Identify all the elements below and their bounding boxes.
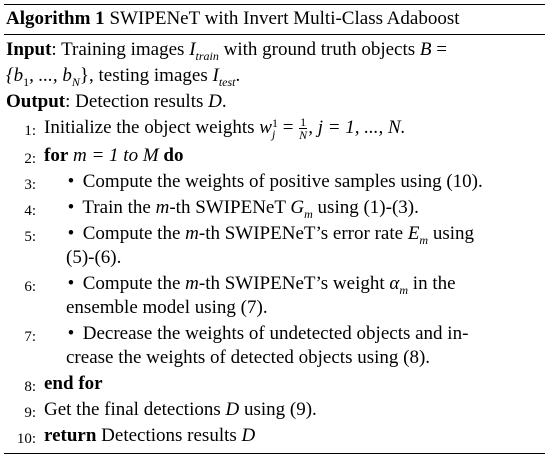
keyword-for: for <box>44 145 69 166</box>
step-text: using (9). <box>239 399 317 420</box>
top-rule <box>4 4 545 5</box>
step-text: , j = 1, ..., N. <box>308 117 406 138</box>
line-number: 7: <box>24 329 36 345</box>
algorithm-title: SWIPENeT with Invert Multi-Class Adaboost <box>109 8 460 29</box>
math-sub: m <box>419 232 429 247</box>
math-var: I <box>212 65 219 86</box>
math-set: , ..., b <box>29 65 72 86</box>
math-var: E <box>407 223 420 244</box>
keyword-end-for: end for <box>44 373 103 394</box>
line-number: 2: <box>24 151 36 167</box>
math-sup: 1 <box>271 115 278 130</box>
math-var: α <box>389 273 400 294</box>
step-text: m = 1 to M <box>68 145 164 166</box>
math-sub: 1 <box>23 74 30 89</box>
line-number: 8: <box>24 379 36 395</box>
step-text: using <box>428 223 475 244</box>
bullet-icon: • <box>67 171 75 192</box>
step-text: Train the <box>82 197 156 218</box>
frac-denominator: N <box>299 128 308 143</box>
math-var: m <box>155 197 170 218</box>
math-sub: test <box>218 74 236 89</box>
input-text: }, testing images <box>79 65 213 86</box>
math-var: B <box>419 39 432 60</box>
math-var: D <box>208 91 222 112</box>
math-var: D <box>241 425 256 446</box>
step-7-continued: crease the weights of detected objects using (8). <box>66 347 431 368</box>
fraction <box>299 116 307 141</box>
step-text: Detections results <box>96 425 242 446</box>
math-var: m <box>185 273 199 294</box>
output-text: : Detection results <box>65 91 209 112</box>
input-line-2 <box>6 64 542 88</box>
step-text: -th SWIPENeT <box>169 197 291 218</box>
bullet-icon: • <box>67 323 75 344</box>
line-number: 3: <box>24 177 36 193</box>
step-text: Compute the <box>82 273 186 294</box>
step-text: Decrease the weights of undetected objects and in- <box>82 323 469 344</box>
step-5-continued: (5)-(6). <box>66 247 122 268</box>
algorithm-caption <box>6 7 460 31</box>
step-text: Compute the weights of positive samples using (10). <box>82 171 483 192</box>
math-eq: = <box>431 39 447 60</box>
math-var: G <box>290 197 305 218</box>
step-8 <box>44 372 103 396</box>
math-set: {b <box>6 65 24 86</box>
output-label: Output <box>6 91 66 112</box>
step-text: Initialize the object weights <box>44 117 260 138</box>
step-6 <box>64 272 456 296</box>
bullet-icon: • <box>67 273 75 294</box>
step-1 <box>44 116 405 141</box>
bottom-rule <box>4 453 545 454</box>
input-line-1 <box>6 38 542 62</box>
input-text: . <box>235 65 241 86</box>
step-2 <box>44 144 184 168</box>
step-5 <box>64 222 474 246</box>
step-9 <box>44 398 317 422</box>
line-number: 9: <box>24 405 36 421</box>
algorithm-label: Algorithm 1 <box>6 8 105 29</box>
line-number: 6: <box>24 279 36 295</box>
math-sub: m <box>304 206 313 221</box>
step-4 <box>64 196 419 220</box>
step-10 <box>44 424 255 448</box>
input-label: Input <box>6 39 52 60</box>
line-number: 5: <box>24 229 36 245</box>
bullet-icon: • <box>67 197 75 218</box>
line-number: 4: <box>24 203 36 219</box>
line-number: 1: <box>24 123 36 139</box>
math-var: I <box>189 39 196 60</box>
caption-rule <box>4 34 545 35</box>
input-text: with ground truth objects <box>218 39 420 60</box>
math-sub: train <box>195 48 219 63</box>
bullet-icon: • <box>67 223 75 244</box>
math-sub: j <box>271 126 276 141</box>
line-number: 10: <box>16 431 36 447</box>
keyword-do: do <box>163 145 184 166</box>
step-text: Get the final detections <box>44 399 226 420</box>
frac-numerator: 1 <box>300 115 307 130</box>
math-var: m <box>185 223 199 244</box>
output-text: . <box>221 91 227 112</box>
step-text: -th SWIPENeT’s error rate <box>198 223 408 244</box>
step-text: -th SWIPENeT’s weight <box>198 273 390 294</box>
input-text: : Training images <box>51 39 190 60</box>
math-eq: = <box>277 117 299 138</box>
step-text: Compute the <box>82 223 186 244</box>
math-sub: m <box>399 282 409 297</box>
step-3 <box>64 170 483 194</box>
math-var: D <box>225 399 240 420</box>
output-line <box>6 90 542 114</box>
keyword-return: return <box>44 425 97 446</box>
step-text: using (1)-(3). <box>312 197 419 218</box>
math-var: w <box>259 117 272 138</box>
math-sub: N <box>71 74 80 89</box>
step-7 <box>64 322 468 346</box>
step-6-continued: ensemble model using (7). <box>66 297 268 318</box>
step-text: in the <box>408 273 456 294</box>
